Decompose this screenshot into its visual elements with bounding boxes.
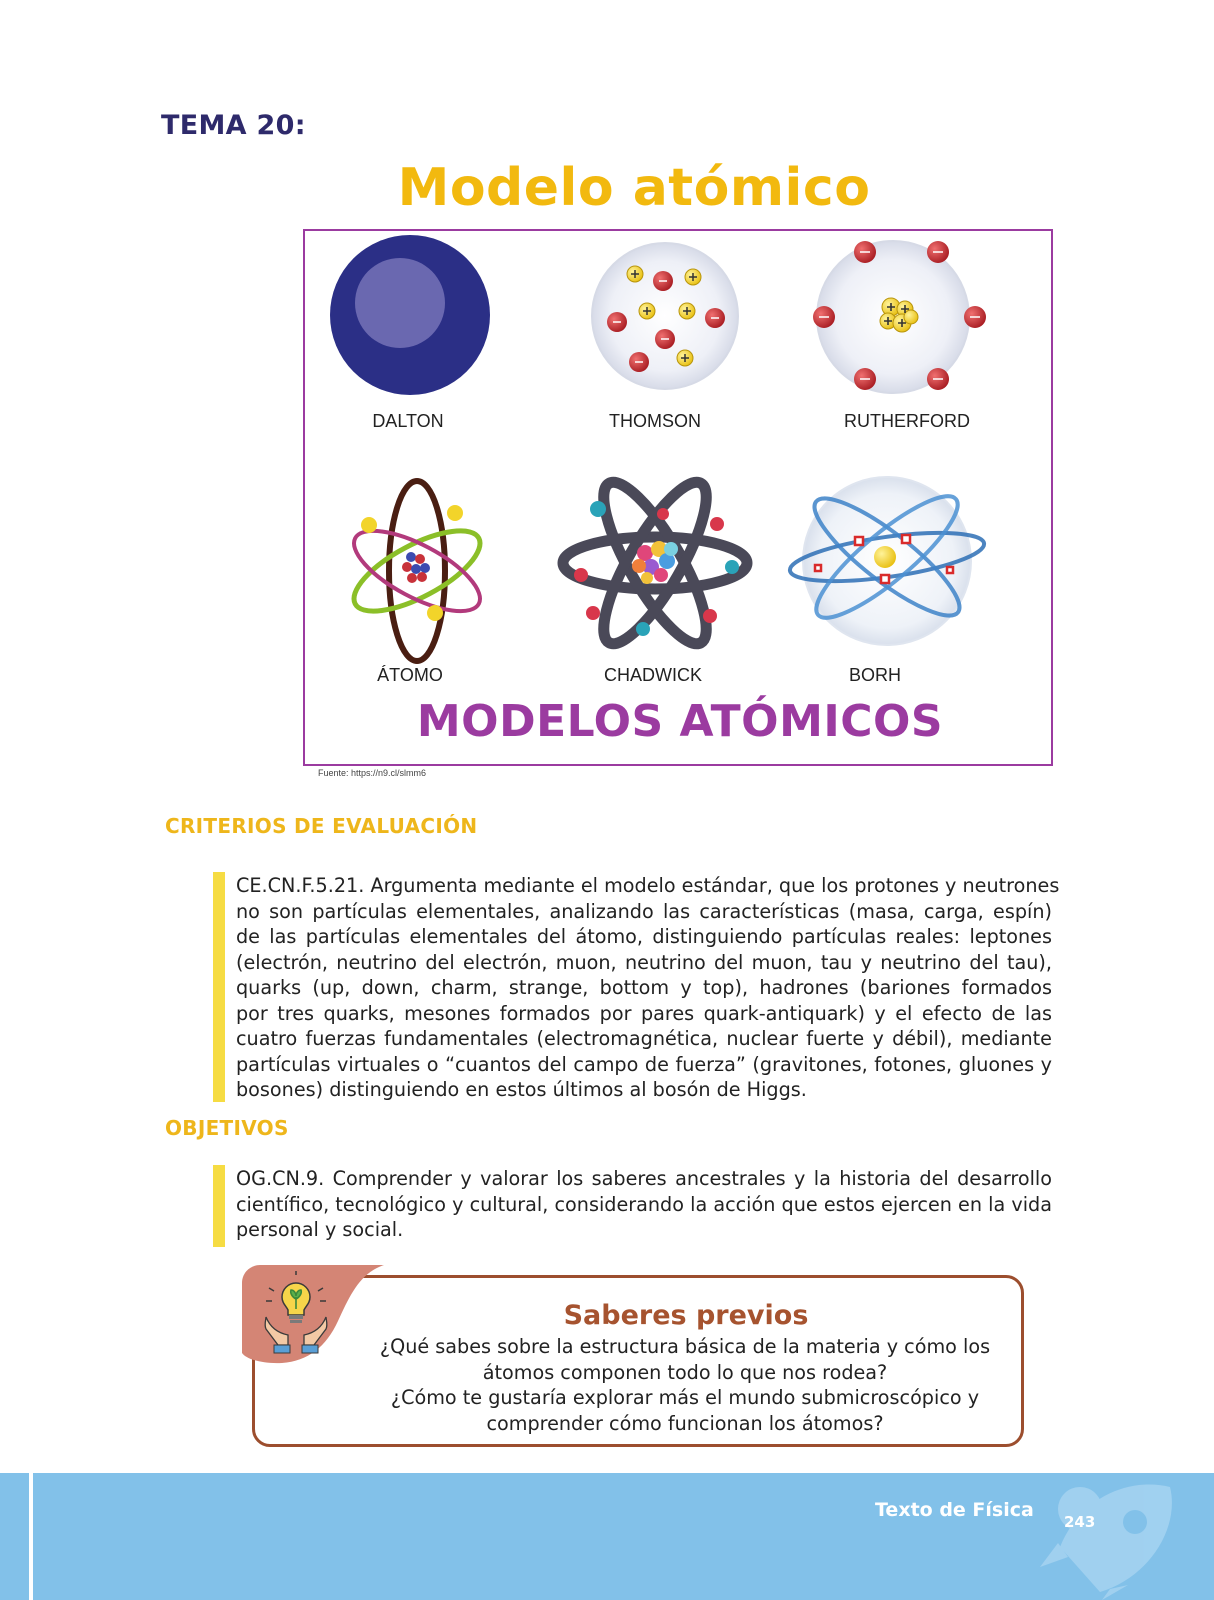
criterios-text bbox=[236, 873, 1060, 1103]
criterios-accent-bar bbox=[213, 872, 225, 1102]
saberes-text bbox=[360, 1334, 1010, 1436]
criterios-line: (electrón, neutrino del electrón, muon, neutrino del muon, tau y neutrino del tau), bbox=[236, 950, 1052, 974]
footer-stripe bbox=[29, 1473, 33, 1600]
saberes-line: comprender cómo funcionan los átomos? bbox=[486, 1411, 884, 1435]
atomic-models-figure bbox=[303, 229, 1053, 766]
label-borh: BORH bbox=[848, 665, 901, 685]
criterios-heading: CRITERIOS DE EVALUACIÓN bbox=[165, 814, 478, 838]
saberes-title: Saberes previos bbox=[563, 1300, 809, 1331]
dalton-model-icon bbox=[330, 235, 490, 395]
page-title: Modelo atómico bbox=[397, 158, 871, 218]
label-thomson: THOMSON bbox=[609, 411, 701, 431]
criterios-line: CE.CN.F.5.21. Argumenta mediante el modelo estándar, que los protones y neutrones bbox=[236, 874, 1060, 897]
bohr-model-icon bbox=[787, 477, 987, 645]
page-number: 243 bbox=[1064, 1513, 1096, 1531]
criterios-line: cuatro fuerzas fundamentales (electromagnética, nuclear fuerte y débil), mediante bbox=[236, 1027, 1052, 1050]
figure-source: Fuente: https://n9.cl/slmm6 bbox=[318, 768, 427, 778]
objetivos-heading: OBJETIVOS bbox=[165, 1116, 289, 1140]
page-footer bbox=[0, 1473, 1214, 1600]
objetivos-line: OG.CN.9. Comprender y valorar los saberes ancestrales y la historia del desarrollo bbox=[236, 1167, 1052, 1190]
objetivos-accent-bar bbox=[213, 1165, 225, 1247]
chadwick-model-icon bbox=[563, 470, 747, 655]
saberes-line: átomos componen todo lo que nos rodea? bbox=[482, 1360, 888, 1384]
objetivos-line: científico, tecnológico y cultural, considerando la acción que estos ejercen en la vida bbox=[236, 1192, 1052, 1216]
objetivos-line: personal y social. bbox=[236, 1218, 404, 1241]
criterios-line: partículas virtuales o “cuantos del campo de fuerza” (gravitones, fotones, gluones y bbox=[236, 1052, 1052, 1076]
label-rutherford: RUTHERFORD bbox=[844, 411, 970, 431]
objetivos-text bbox=[236, 1166, 1052, 1243]
thomson-model-icon bbox=[592, 243, 738, 389]
criterios-line: no son partículas elementales, analizando las características (masa, carga, espín) bbox=[236, 899, 1052, 923]
criterios-line: quarks (up, down, charm, strange, bottom y top), hadrones (bariones formados bbox=[236, 976, 1052, 999]
label-dalton: DALTON bbox=[372, 411, 444, 431]
saberes-line: ¿Qué sabes sobre la estructura básica de la materia y cómo los bbox=[379, 1335, 991, 1358]
rocket-icon bbox=[1040, 1473, 1214, 1600]
topic-number: TEMA 20: bbox=[161, 110, 306, 141]
rutherford-model-icon bbox=[813, 241, 986, 393]
saberes-line: ¿Cómo te gustaría explorar más el mundo submicroscópico y bbox=[390, 1386, 980, 1409]
atom-model-icon bbox=[343, 481, 491, 661]
footer-book-title: Texto de Física bbox=[875, 1499, 1034, 1521]
label-atomo: ÁTOMO bbox=[377, 665, 443, 685]
figure-title: MODELOS ATÓMICOS bbox=[416, 696, 944, 747]
label-chadwick: CHADWICK bbox=[604, 665, 702, 685]
criterios-line: bosones) distinguiendo en estos últimos al bosón de Higgs. bbox=[236, 1078, 807, 1101]
criterios-line: de las partículas elementales del átomo, distinguiendo partículas reales: leptones bbox=[236, 925, 1052, 948]
criterios-line: por tres quarks, mesones formados por pares quark-antiquark) y el efecto de las bbox=[236, 1001, 1052, 1025]
